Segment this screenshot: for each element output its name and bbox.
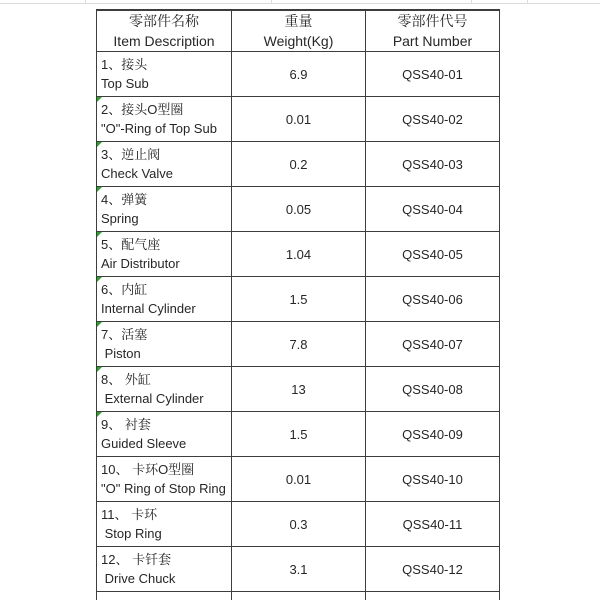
part-number-cell: QSS40-08 xyxy=(366,367,500,412)
item-description-cell xyxy=(97,322,232,367)
cell-corner-marker xyxy=(97,232,102,237)
item-name-en: "O" Ring of Stop Ring xyxy=(101,481,226,496)
item-description-cell xyxy=(97,52,232,97)
weight-cell: 6.9 xyxy=(232,52,366,97)
table-row xyxy=(97,142,500,187)
header-part-number xyxy=(366,10,500,52)
part-number-cell: QSS40-09 xyxy=(366,412,500,457)
item-name-zh: 2、接头O型圈 xyxy=(101,102,184,117)
item-description-cell xyxy=(97,547,232,592)
item-name-zh: 10、 卡环O型圈 xyxy=(101,462,195,477)
item-name-en: Check Valve xyxy=(101,166,174,181)
part-number-cell: QSS40-10 xyxy=(366,457,500,502)
cell-corner-marker xyxy=(97,142,102,147)
item-name-zh: 3、逆止阀 xyxy=(101,147,161,162)
item-name-en: Stop Ring xyxy=(101,526,162,541)
table-row xyxy=(97,187,500,232)
item-description-cell xyxy=(97,187,232,232)
item-name-en: Internal Cylinder xyxy=(101,301,196,316)
item-name-zh: 6、内缸 xyxy=(101,282,148,297)
item-name-en: Top Sub xyxy=(101,76,149,91)
header-part-number-zh: 零部件代号 xyxy=(397,13,468,29)
table-row xyxy=(97,367,500,412)
table-row xyxy=(97,502,500,547)
item-description-cell xyxy=(97,412,232,457)
gridline-horizontal xyxy=(0,3,600,4)
item-name-zh: 12、 卡钎套 xyxy=(101,552,172,567)
table-row xyxy=(97,97,500,142)
item-description-cell xyxy=(97,142,232,187)
part-number-cell: QSS40-03 xyxy=(366,142,500,187)
item-description-cell xyxy=(97,277,232,322)
part-number-cell: QSS40-12 xyxy=(366,547,500,592)
item-name-zh: 5、配气座 xyxy=(101,237,161,252)
header-weight-zh: 重量 xyxy=(284,13,313,29)
gridline-tick xyxy=(471,0,472,3)
gridline-tick xyxy=(527,0,528,3)
gridline-tick xyxy=(271,0,272,3)
weight-cell: 1.5 xyxy=(232,277,366,322)
item-description-cell xyxy=(97,232,232,277)
item-name-en: Guided Sleeve xyxy=(101,436,187,451)
weight-cell: 7.8 xyxy=(232,322,366,367)
item-name-en: Drive Chuck xyxy=(101,571,176,586)
item-name-zh: 11、 卡环 xyxy=(101,507,158,522)
weight-cell: 13 xyxy=(232,367,366,412)
cell-corner-marker xyxy=(97,367,102,372)
table-row xyxy=(97,277,500,322)
table-row xyxy=(97,457,500,502)
cell-corner-marker xyxy=(97,97,102,102)
item-name-en: Piston xyxy=(101,346,141,361)
table-row xyxy=(97,547,500,592)
part-number-cell: QSS40-06 xyxy=(366,277,500,322)
part-number-cell: QSS40-05 xyxy=(366,232,500,277)
item-description-cell xyxy=(97,97,232,142)
item-name-en: Air Distributor xyxy=(101,256,180,271)
part-number-cell: QSS40-07 xyxy=(366,322,500,367)
weight-cell: 0.01 xyxy=(232,457,366,502)
cell-corner-marker xyxy=(97,412,102,417)
item-name-zh: 4、弹簧 xyxy=(101,192,148,207)
gridline-tick xyxy=(85,0,86,3)
item-name-zh: 8、 外缸 xyxy=(101,372,151,387)
item-name-zh: 9、 衬套 xyxy=(101,417,151,432)
header-part-number-en: Part Number xyxy=(392,33,473,49)
weight-cell: 1.04 xyxy=(232,232,366,277)
empty-cell xyxy=(232,592,366,600)
cell-corner-marker xyxy=(97,322,102,327)
header-weight-en: Weight(Kg) xyxy=(263,33,334,49)
item-description-cell xyxy=(97,367,232,412)
table-row xyxy=(97,52,500,97)
cell-corner-marker xyxy=(97,277,102,282)
weight-cell: 0.3 xyxy=(232,502,366,547)
part-number-cell: QSS40-04 xyxy=(366,187,500,232)
table-row-partial xyxy=(97,592,500,600)
part-number-cell: QSS40-01 xyxy=(366,52,500,97)
header-weight xyxy=(232,10,366,52)
item-description-cell xyxy=(97,457,232,502)
weight-cell: 0.2 xyxy=(232,142,366,187)
part-number-cell: QSS40-11 xyxy=(366,502,500,547)
weight-cell: 0.01 xyxy=(232,97,366,142)
header-item-description xyxy=(97,10,232,52)
part-number-cell: QSS40-02 xyxy=(366,97,500,142)
item-description-cell xyxy=(97,502,232,547)
item-name-zh: 7、活塞 xyxy=(101,327,148,342)
header-item-description-en: Item Description xyxy=(113,33,215,49)
header-item-description-zh: 零部件名称 xyxy=(129,13,199,29)
parts-table-body xyxy=(97,52,500,600)
item-name-en: Spring xyxy=(101,211,139,226)
weight-cell: 0.05 xyxy=(232,187,366,232)
empty-cell xyxy=(97,592,232,600)
table-row xyxy=(97,232,500,277)
parts-table xyxy=(96,9,500,600)
item-name-zh: 1、接头 xyxy=(101,57,148,72)
table-row xyxy=(97,412,500,457)
weight-cell: 1.5 xyxy=(232,412,366,457)
cell-corner-marker xyxy=(97,187,102,192)
item-name-en: "O"-Ring of Top Sub xyxy=(101,121,217,136)
item-name-en: External Cylinder xyxy=(101,391,204,406)
empty-cell xyxy=(366,592,500,600)
weight-cell: 3.1 xyxy=(232,547,366,592)
header-row xyxy=(97,10,500,52)
table-row xyxy=(97,322,500,367)
